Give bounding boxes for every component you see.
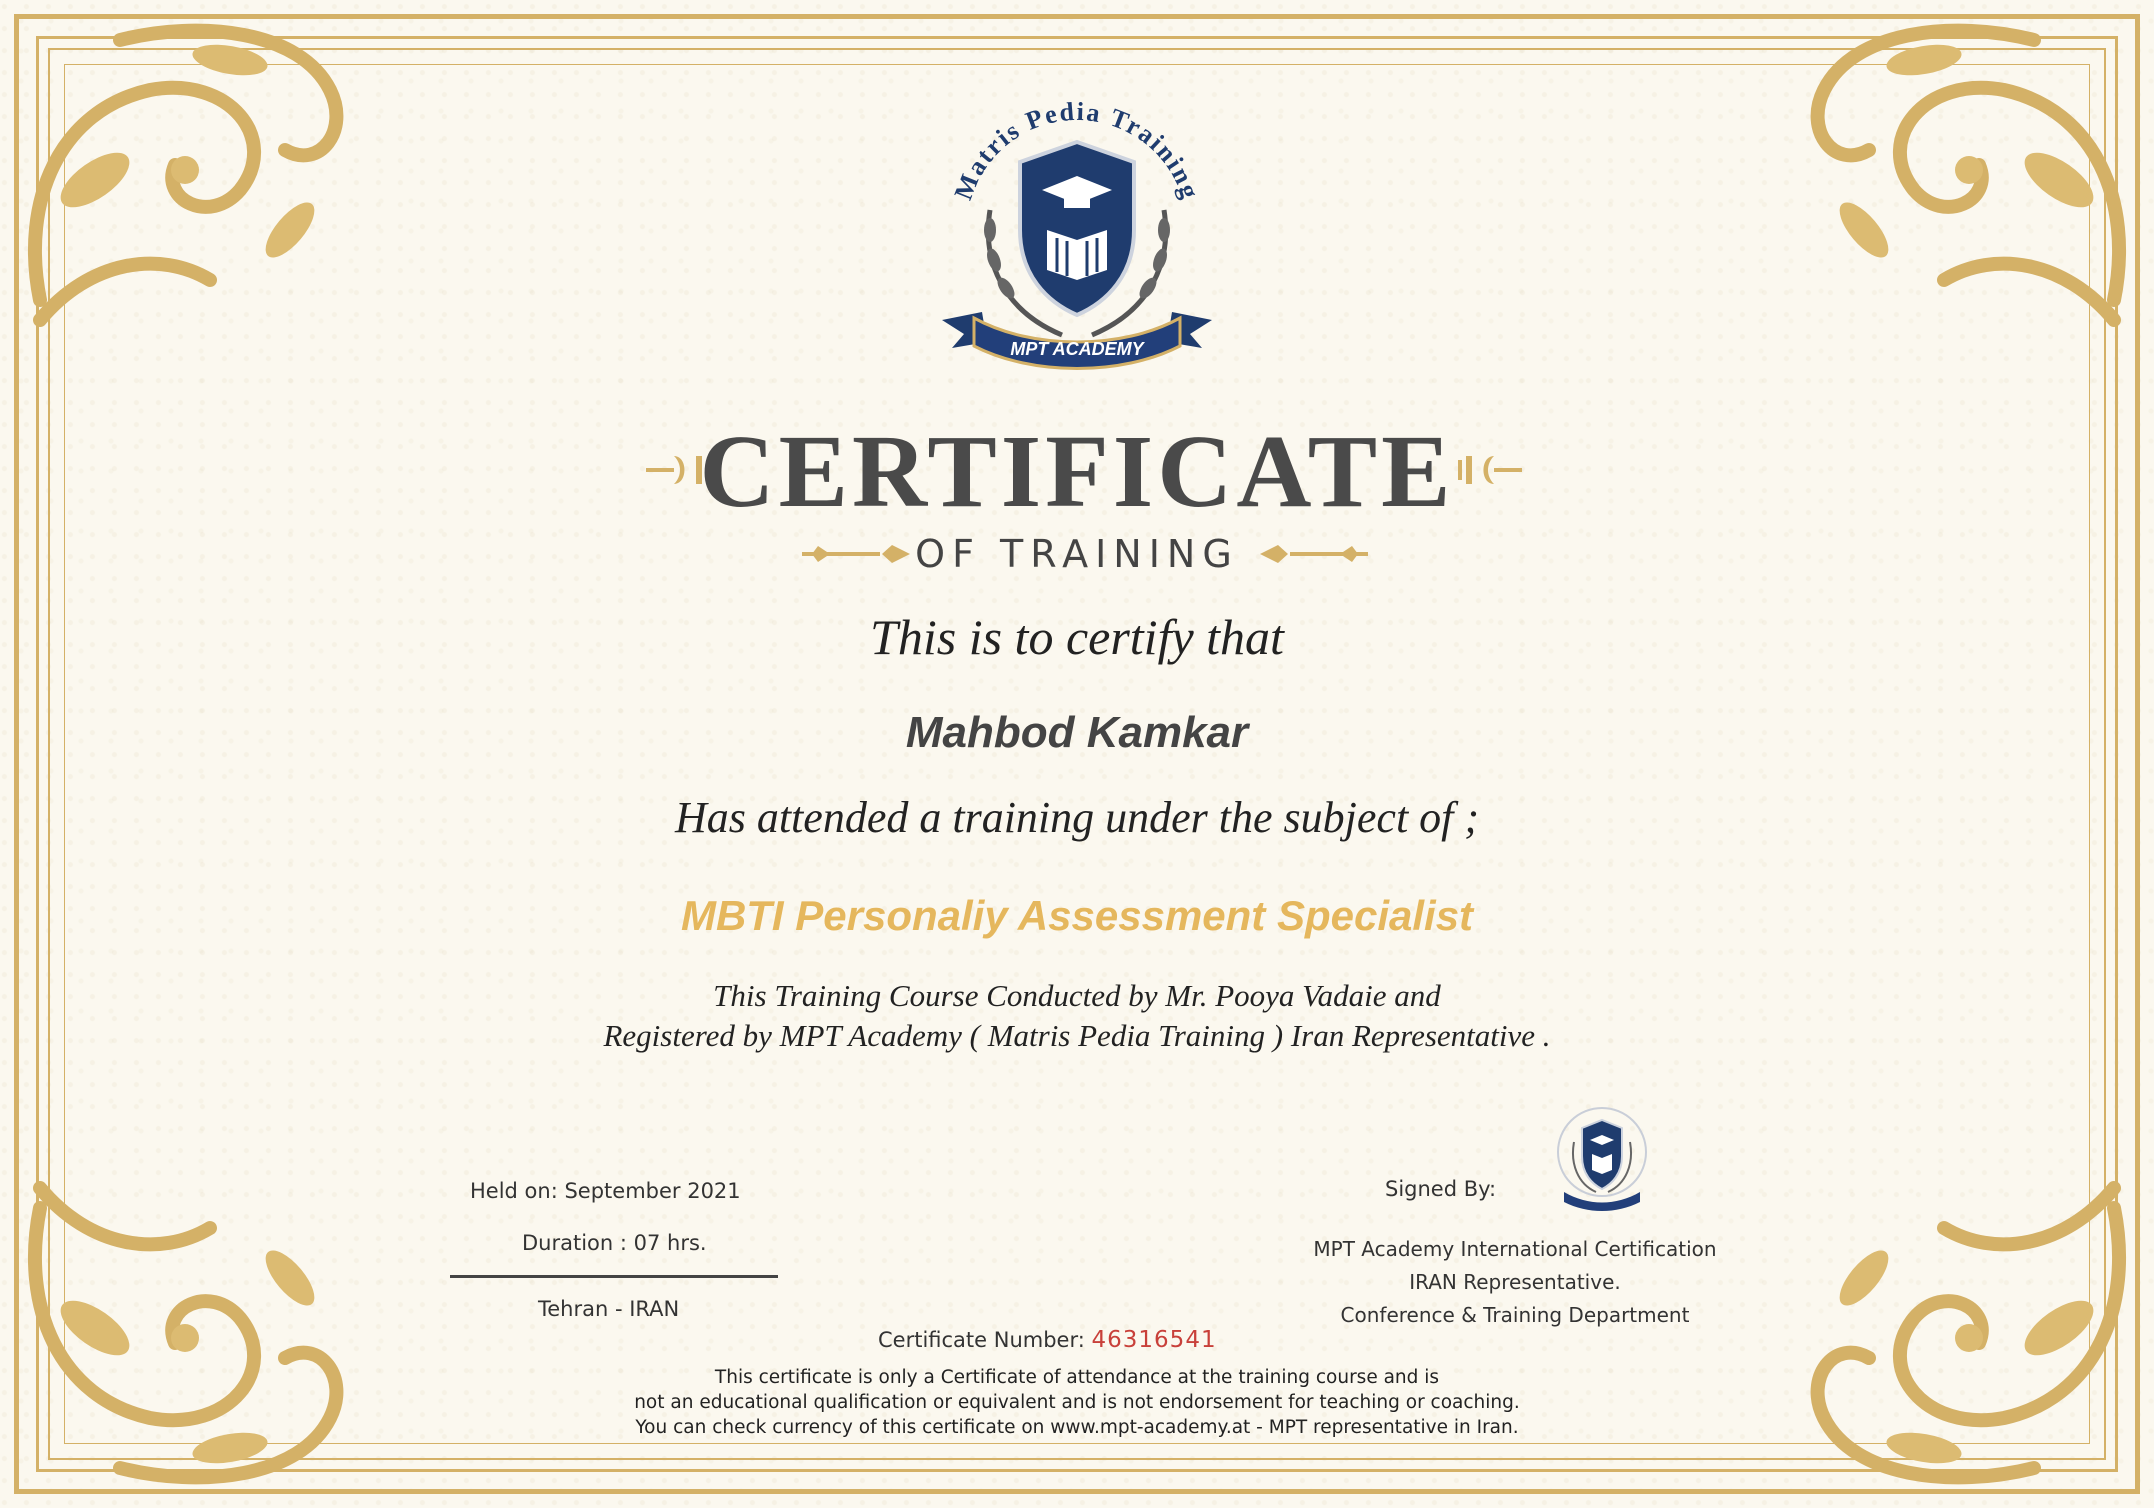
duration: Duration : 07 hrs. <box>522 1231 707 1255</box>
conducted-line-1: This Training Course Conducted by Mr. Pooya Vadaie and <box>713 978 1441 1013</box>
certificate-title: CERTIFICATE <box>699 414 1455 529</box>
disclaimer-line-1: This certificate is only a Certificate of attendance at the training course and is <box>714 1367 1440 1388</box>
signature-line-3: Conference & Training Department <box>1340 1303 1690 1327</box>
location: Tehran - IRAN <box>538 1297 680 1321</box>
conducted-line-2: Registered by MPT Academy ( Matris Pedia Training ) Iran Representative . <box>603 1018 1551 1053</box>
held-on: Held on: September 2021 <box>470 1179 741 1203</box>
signature-logo-seal <box>1538 1092 1666 1220</box>
certificate-number <box>878 1327 1217 1353</box>
corner-flourish-icon <box>1754 1148 2154 1508</box>
corner-flourish-icon <box>0 0 400 360</box>
attended-line: Has attended a training under the subject of ; <box>674 793 1480 842</box>
logo-ribbon-text: MPT ACADEMY <box>1010 339 1144 359</box>
certificate-subtitle: OF TRAINING <box>915 532 1239 576</box>
academy-logo <box>912 80 1242 390</box>
certificate-number-label: Certificate Number: <box>878 1328 1085 1352</box>
signed-by-label: Signed By: <box>1385 1177 1497 1201</box>
corner-flourish-icon <box>0 1148 400 1508</box>
signature-line <box>450 1275 778 1278</box>
recipient-name: Mahbod Kamkar <box>905 708 1249 757</box>
disclaimer-line-3: You can check currency of this certificate on www.mpt-academy.at - MPT representative in Iran. <box>635 1417 1519 1438</box>
certify-line: This is to certify that <box>870 609 1284 665</box>
signature-line-2: IRAN Representative. <box>1409 1270 1621 1294</box>
disclaimer-line-2: not an educational qualification or equivalent and is not endorsement for teaching or coaching. <box>634 1392 1520 1413</box>
logo-arc-text: Matris Pedia Training <box>948 96 1206 204</box>
course-title: MBTI Personaliy Assessment Specialist <box>680 892 1474 939</box>
corner-flourish-icon <box>1754 0 2154 360</box>
certificate-number-value: 46316541 <box>1091 1327 1217 1353</box>
signature-line-1: MPT Academy International Certification <box>1313 1237 1717 1261</box>
